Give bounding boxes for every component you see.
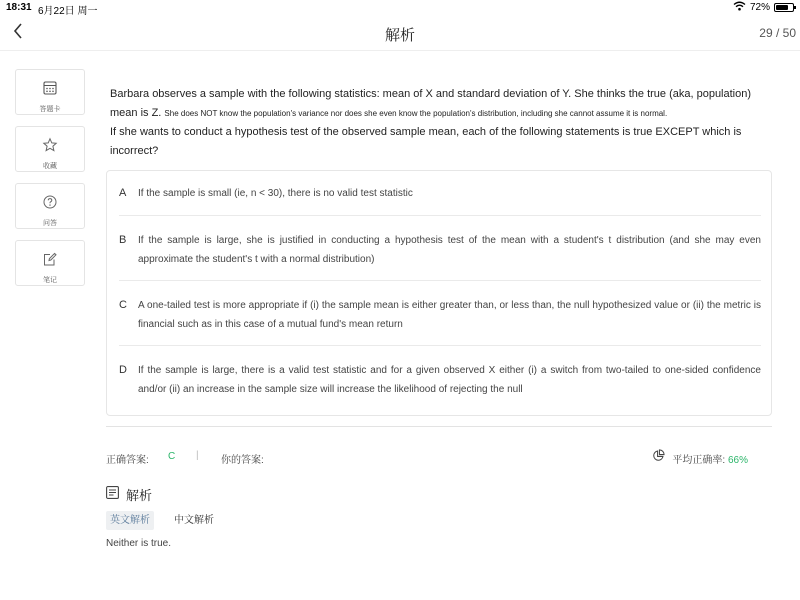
- status-date: 6月22日 周一: [38, 6, 98, 17]
- option-letter: A: [119, 187, 127, 199]
- option-divider: [119, 280, 761, 281]
- option-text: If the sample is large, there is a valid test statistic and for a given observed X either (i) a switch from two-tailed to one-sided confidence and/or (ii) an increase in the sample size will increase the likelihood of rejecting the null: [138, 365, 761, 395]
- average-accuracy-value: 66%: [727, 455, 748, 466]
- question-text-note: She does NOT know the population's variance nor does she even know the population's distribution, including she cannot assume it is normal.: [164, 109, 668, 118]
- option-b[interactable]: [119, 231, 761, 269]
- note-icon: [42, 251, 58, 267]
- question-stem: [110, 85, 760, 161]
- option-text: If the sample is small (ie, n < 30), there is no valid test statistic: [138, 188, 413, 199]
- battery-percent: 72%: [749, 2, 770, 13]
- document-list-icon: [106, 486, 119, 499]
- analysis-text: Neither is true.: [106, 538, 172, 549]
- sidebar-item-favorite[interactable]: [15, 126, 85, 172]
- option-letter: D: [119, 364, 127, 376]
- option-divider: [119, 215, 761, 216]
- status-right: [733, 1, 794, 14]
- correct-answer-value: C: [168, 451, 176, 462]
- sidebar-item-label: 笔记: [43, 277, 57, 284]
- option-d[interactable]: [119, 361, 761, 399]
- sidebar-item-answer-sheet[interactable]: [15, 69, 85, 115]
- sidebar-item-label: 问答: [43, 220, 57, 227]
- page-title: 解析: [384, 27, 415, 44]
- sidebar-item-label: 收藏: [43, 163, 57, 170]
- sidebar: [15, 69, 85, 297]
- options-list: [106, 170, 772, 416]
- sidebar-item-label: 答题卡: [39, 106, 61, 113]
- option-letter: B: [119, 234, 127, 246]
- average-accuracy-label: 平均正确率:: [672, 455, 726, 466]
- option-divider: [119, 345, 761, 346]
- option-a[interactable]: [119, 184, 761, 203]
- correct-answer-label: 正确答案:: [106, 455, 149, 466]
- option-text: A one-tailed test is more appropriate if (i) the sample mean is either greater than, or less than, the null hypothesized value or (ii) the metric is financial such as in this case of a mutual fund's mean return: [138, 300, 761, 330]
- your-answer-label: 你的答案:: [221, 455, 264, 466]
- section-divider: [106, 426, 772, 427]
- question-progress: 29 / 50: [759, 26, 796, 40]
- sidebar-item-qa[interactable]: [15, 183, 85, 229]
- tab-english-analysis[interactable]: 英文解析: [106, 511, 154, 530]
- battery-fill: [776, 5, 788, 10]
- option-c[interactable]: [119, 296, 761, 334]
- question-text-prompt: If she wants to conduct a hypothesis test of the observed sample mean, each of the following statements is true EXCEPT which is incorrect?: [110, 126, 742, 157]
- status-bar: [0, 0, 800, 16]
- analysis-title: 解析: [126, 488, 153, 503]
- tab-chinese-analysis[interactable]: 中文解析: [174, 515, 214, 526]
- pie-chart-icon: [652, 449, 665, 462]
- battery-icon: [774, 3, 794, 12]
- option-text: If the sample is large, she is justified in conducting a hypothesis test of the mean with a student's t distribution (and she may even approximate the student's t with a normal distribution): [138, 235, 761, 265]
- question-text-main: Barbara observes a sample with the following statistics: mean of X and standard deviation of Y. She thinks the true (aka, population) mean is Z.: [110, 88, 752, 119]
- star-icon: [42, 137, 58, 153]
- status-time: 18:31: [6, 2, 32, 13]
- option-letter: C: [119, 299, 127, 311]
- average-accuracy: [672, 451, 748, 466]
- wifi-icon: [733, 1, 746, 14]
- question-icon: [42, 194, 58, 210]
- answer-summary: [106, 451, 772, 467]
- answer-separator: |: [196, 450, 199, 461]
- sidebar-item-notes[interactable]: [15, 240, 85, 286]
- nav-bar: [0, 16, 800, 51]
- answer-sheet-icon: [42, 80, 58, 96]
